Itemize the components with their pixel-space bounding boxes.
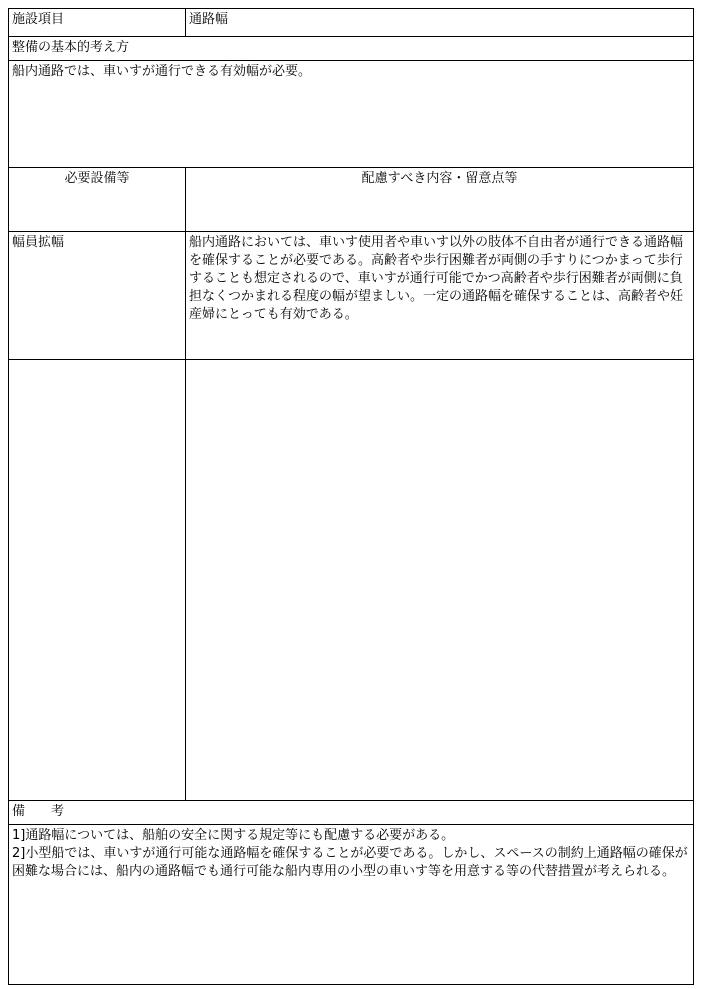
equipment-notes-text: 船内通路においては、車いす使用者や車いす以外の肢体不自由者が通行できる通路幅を確保することが必要である。高齢者や歩行困難者が両側の手すりにつかまって歩行することも想定されるので、車いすが通行可能でかつ高齢者や歩行困難者が両側に負担なくつかまれる程度の幅が望ましい。一定の通路幅を確保することは、高齢者や妊産婦にとっても有効である。 [189, 235, 684, 322]
remarks-body [9, 825, 693, 984]
item-row [9, 232, 693, 360]
remarks-heading-row [9, 801, 693, 825]
facility-row [9, 9, 693, 37]
empty-equipment-cell [9, 360, 186, 800]
remarks-line-1: 1]通路幅については、船舶の安全に関する規定等にも配慮する必要がある。 [12, 828, 455, 843]
remarks-heading: 備 考 [12, 804, 65, 819]
empty-item-row [9, 360, 693, 801]
basic-concept-heading-row [9, 37, 693, 61]
equipment-name: 幅員拡幅 [9, 232, 186, 359]
guideline-sheet [8, 8, 694, 985]
required-equipment-header: 必要設備等 [9, 168, 186, 231]
facility-label: 施設項目 [9, 9, 186, 36]
facility-value: 通路幅 [189, 12, 229, 27]
equipment-notes [186, 232, 693, 359]
remarks-line-2: 2]小型船では、車いすが通行可能な通路幅を確保することが必要である。しかし、スペースの制約上通路幅の確保が困難な場合には、船内の通路幅でも通行可能な船内専用の小型の車いす等を用意する等の代替措置が考えられる。 [12, 846, 688, 879]
empty-notes-cell [186, 360, 693, 800]
column-header-row [9, 168, 693, 232]
basic-concept-text: 船内通路では、車いすが通行できる有効幅が必要。 [12, 64, 312, 79]
remarks-body-row [9, 825, 693, 984]
basic-concept-body-row [9, 61, 693, 168]
basic-concept-heading: 整備の基本的考え方 [12, 40, 130, 55]
considerations-header: 配慮すべき内容・留意点等 [361, 171, 518, 186]
